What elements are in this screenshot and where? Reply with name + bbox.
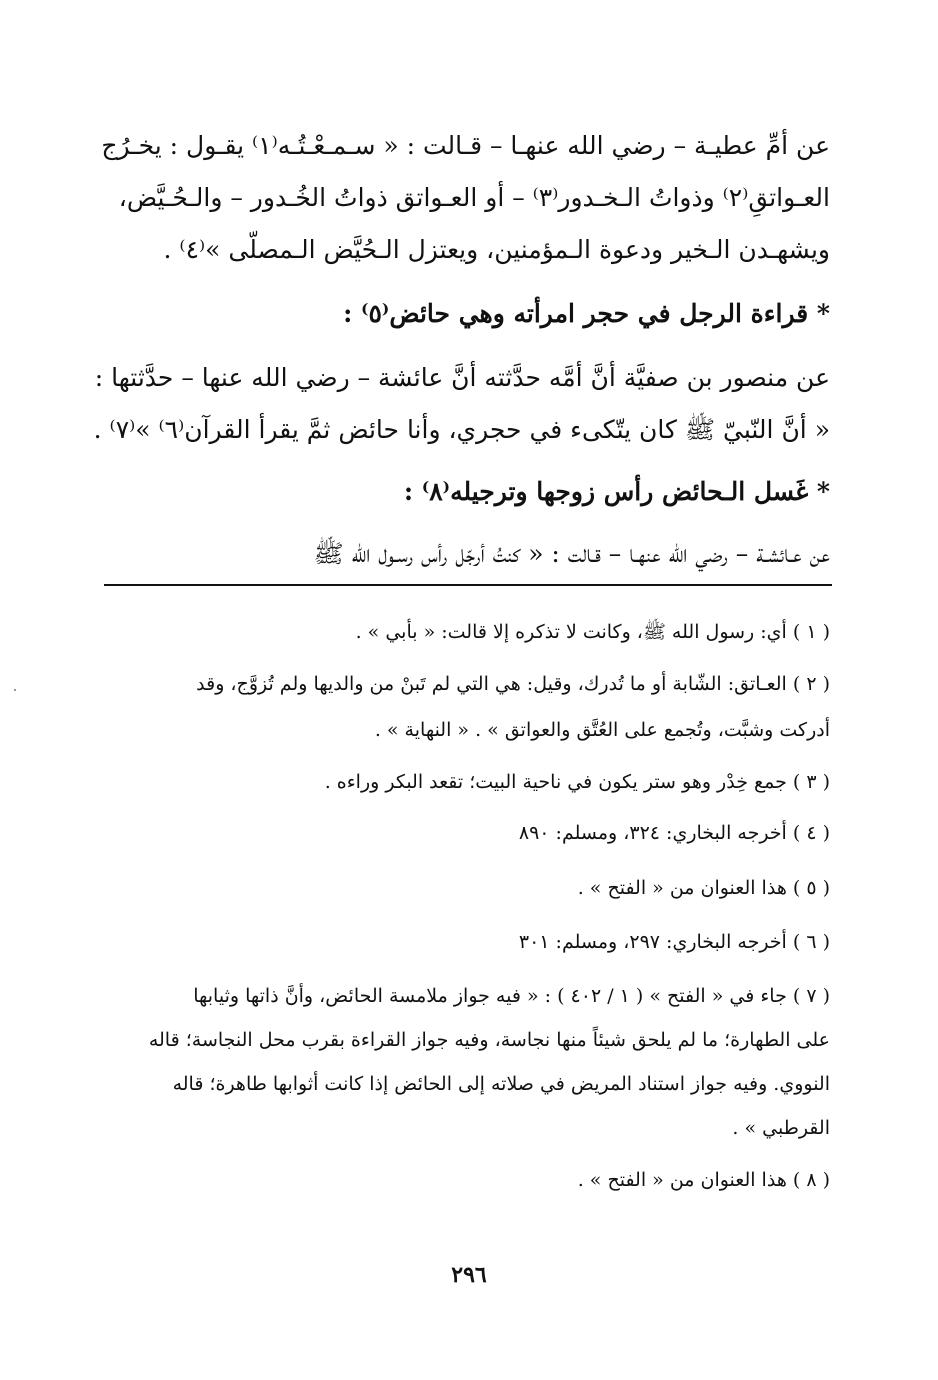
footnote-7-line-1: ( ٧ ) جاء في « الفتح » ( ١ / ٤٠٢ ) : « فيه جواز ملامسة الحائض، وأنَّ ذاتها وثيابها <box>193 985 830 1007</box>
page-number: ٢٩٦ <box>451 1262 487 1288</box>
footnote-7-line-2: على الطهارة؛ ما لم يلحق شيئاً منها نجاسة، وفيه جواز القراءة بقرب محل النجاسة؛ قاله <box>148 1029 830 1051</box>
main-text-line-1: عن أمِّ عطيـة – رضي الله عنهـا – قـالت : « سـمـعْـتُـه⁽١⁾ يقـول : يخـرُج <box>101 131 830 160</box>
footnote-7-line-3: النووي. وفيه جواز استناد المريض في صلاته إلى الحائض إذا كانت أثوابها طاهرة؛ قاله <box>172 1073 830 1095</box>
main-text-line-3: ويشهـدن الـخير ودعوة الـمؤمنين، ويعتزل الـحُيَّض الـمصلّى »⁽٤⁾ . <box>163 235 830 264</box>
footnote-6: ( ٦ ) أخرجه البخاري: ٢٩٧، ومسلم: ٣٠١ <box>518 931 830 953</box>
main-text-line-5: عن منصور بن صفيَّة أنَّ أمَّه حدَّثته أنَّ عائشة – رضي الله عنها – حدَّثتها : <box>94 363 830 392</box>
footnote-1: ( ١ ) أي: رسول الله ﷺ، وكانت لا تذكره إلا قالت: « بأبي » . <box>355 621 830 643</box>
footnote-4: ( ٤ ) أخرجه البخاري: ٣٢٤، ومسلم: ٨٩٠ <box>518 822 830 844</box>
main-text-block <box>93 122 830 568</box>
section-heading-reading-in-lap: * قراءة الرجل في حجر امرأته وهي حائض⁽٥⁾ : <box>343 299 830 328</box>
main-text-line-6: « أنَّ النّبيّ ﷺ كان يتّكىء في حجري، وأنا حائض ثمَّ يقرأ القرآن⁽٦⁾ »⁽٧⁾ . <box>93 415 830 444</box>
footnote-2-line-1: ( ٢ ) العـاتق: الشّابة أو ما تُدرك، وقيل: هي التي لم تَبنْ من والديها ولم تُزوَّج، وقد <box>196 673 830 695</box>
footnote-7-line-4: القرطبي » . <box>732 1117 830 1139</box>
main-text-line-2: العـواتقِ⁽٢⁾ وذواتُ الـخـدور⁽٣⁾ – أو العـواتق ذواتُ الخُـدور – والـحُـيَّض، <box>118 183 830 212</box>
scan-speck <box>14 689 16 691</box>
footnote-5: ( ٥ ) هذا العنوان من « الفتح » . <box>577 877 830 899</box>
footnote-8: ( ٨ ) هذا العنوان من « الفتح » . <box>577 1169 830 1191</box>
footnote-separator <box>104 584 832 586</box>
main-text-line-8: عن عـائشـة – رضي الله عنهـا – قـالت : « كنتُ أرجّل رأس رسـول الله ﷺ <box>313 539 830 568</box>
footnote-3: ( ٣ ) جمع خِدْر وهو ستر يكون في ناحية البيت؛ تقعد البكر وراءه . <box>324 771 830 793</box>
section-heading-washing-head: * غَسل الـحائض رأس زوجها وترجيله⁽٨⁾ : <box>403 477 830 506</box>
footnote-2-line-2: أدركت وشبَّت، وتُجمع على العُتَّق والعواتق » . « النهاية » . <box>374 719 830 741</box>
